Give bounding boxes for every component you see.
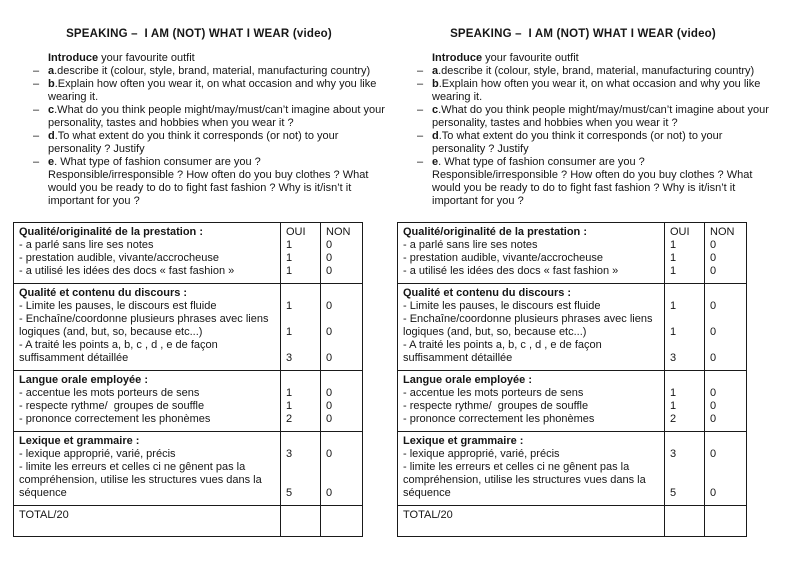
rubric-row bbox=[398, 223, 746, 283]
criteria-line: - prononce correctement les phonèmes bbox=[19, 413, 211, 425]
criteria-line: Langue orale employée : bbox=[19, 374, 148, 386]
item-letter: Introduce bbox=[48, 52, 99, 64]
criteria-line: - accentue les mots porteurs de sens bbox=[19, 387, 200, 399]
non-value: 0 bbox=[326, 487, 333, 499]
non-value: NON bbox=[710, 226, 735, 238]
non-value bbox=[326, 435, 359, 448]
oui-value bbox=[286, 313, 317, 326]
oui-value: 1 bbox=[670, 400, 677, 412]
intro-item-text: e. What type of fashion consumer are you ? Responsible/irresponsible ? How often do you buy clothes ? What would you be ready to do to fight fast fashion ? Why is it/isn’t it important for you ? bbox=[48, 156, 369, 207]
criteria-cell bbox=[14, 432, 281, 505]
list-dash: – bbox=[417, 130, 424, 142]
oui-value: OUI bbox=[286, 226, 306, 238]
criteria-line: suffisamment détaillée bbox=[19, 352, 129, 364]
oui-value: 1 bbox=[286, 265, 293, 277]
intro-item-text: a.describe it (colour, style, brand, material, manufacturing country) bbox=[48, 65, 371, 77]
list-dash: – bbox=[33, 130, 40, 142]
oui-value bbox=[286, 461, 317, 474]
list-dash: – bbox=[33, 78, 40, 90]
list-dash: – bbox=[417, 156, 424, 168]
non-value: 0 bbox=[710, 413, 717, 425]
non-value: 0 bbox=[326, 413, 333, 425]
non-cell bbox=[321, 506, 362, 536]
oui-value: 3 bbox=[670, 352, 677, 364]
intro-item-text: e. What type of fashion consumer are you ? Responsible/irresponsible ? How often do you buy clothes ? What would you be ready to do to fight fast fashion ? Why is it/isn’t it important for you ? bbox=[432, 156, 753, 207]
criteria-line: - A traité les points a, b, c , d , e de façon bbox=[19, 339, 218, 351]
list-dash: – bbox=[417, 78, 424, 90]
criteria-line: - lexique approprié, varié, précis bbox=[403, 448, 560, 460]
oui-cell bbox=[281, 371, 321, 431]
non-value: 0 bbox=[326, 265, 333, 277]
oui-value bbox=[670, 287, 701, 300]
non-cell bbox=[705, 284, 746, 370]
list-dash bbox=[417, 52, 432, 65]
oui-cell bbox=[665, 284, 705, 370]
criteria-cell bbox=[14, 223, 281, 283]
item-letter: d bbox=[432, 130, 439, 142]
oui-value bbox=[670, 461, 701, 474]
oui-value bbox=[286, 474, 317, 487]
oui-value bbox=[670, 474, 701, 487]
rubric-row bbox=[398, 370, 746, 431]
non-value: 0 bbox=[710, 352, 717, 364]
oui-value: 1 bbox=[286, 387, 293, 399]
non-value bbox=[326, 474, 359, 487]
criteria-cell bbox=[14, 284, 281, 370]
non-cell bbox=[705, 506, 746, 536]
intro-item-text: Introduce your favourite outfit bbox=[48, 52, 195, 64]
non-value bbox=[326, 313, 359, 326]
oui-value: 1 bbox=[286, 400, 293, 412]
rubric-row bbox=[14, 223, 362, 283]
criteria-line: compréhension, utilise les structures vues dans la bbox=[19, 474, 262, 486]
criteria-line: - limite les erreurs et celles ci ne gênent pas la bbox=[19, 461, 246, 473]
criteria-line: TOTAL/20 bbox=[403, 509, 453, 521]
rubric-row bbox=[398, 283, 746, 370]
oui-value bbox=[670, 313, 701, 326]
non-value: 0 bbox=[326, 300, 333, 312]
oui-cell bbox=[665, 432, 705, 505]
oui-value: 5 bbox=[286, 487, 293, 499]
total-row bbox=[14, 505, 362, 536]
intro-item bbox=[13, 130, 385, 156]
oui-cell bbox=[281, 432, 321, 505]
criteria-line: - prononce correctement les phonèmes bbox=[403, 413, 595, 425]
criteria-line: - accentue les mots porteurs de sens bbox=[403, 387, 584, 399]
non-value: 0 bbox=[326, 448, 333, 460]
oui-value: OUI bbox=[670, 226, 690, 238]
intro-item bbox=[397, 156, 769, 208]
criteria-line: TOTAL/20 bbox=[19, 509, 69, 521]
list-dash: – bbox=[33, 104, 40, 116]
oui-value: 2 bbox=[286, 413, 293, 425]
criteria-line: logiques (and, but, so, because etc...) bbox=[403, 326, 587, 338]
non-value: 0 bbox=[710, 326, 717, 338]
non-value: 0 bbox=[710, 448, 717, 460]
non-value bbox=[710, 313, 743, 326]
non-value: 0 bbox=[326, 352, 333, 364]
oui-value bbox=[286, 287, 317, 300]
oui-cell bbox=[665, 371, 705, 431]
intro-item bbox=[13, 65, 385, 78]
intro-item bbox=[397, 104, 769, 130]
criteria-line: - respecte rythme/ groupes de souffle bbox=[19, 400, 205, 412]
non-cell bbox=[321, 371, 362, 431]
non-value bbox=[710, 435, 743, 448]
criteria-line: Qualité/originalité de la prestation : bbox=[403, 226, 587, 238]
intro-item bbox=[13, 78, 385, 104]
item-letter: e bbox=[432, 156, 439, 168]
non-value bbox=[326, 509, 359, 522]
worksheet-title: SPEAKING – I AM (NOT) WHAT I WEAR (video) bbox=[66, 28, 332, 40]
oui-value bbox=[286, 509, 317, 522]
criteria-cell bbox=[398, 506, 665, 536]
oui-value bbox=[670, 374, 701, 387]
oui-cell bbox=[281, 506, 321, 536]
list-dash: – bbox=[417, 104, 424, 116]
intro-item-text: d.To what extent do you think it corresponds (or not) to your personality ? Justify bbox=[432, 130, 723, 155]
criteria-cell bbox=[398, 284, 665, 370]
non-value: 0 bbox=[710, 387, 717, 399]
intro-item bbox=[397, 52, 769, 65]
criteria-cell bbox=[14, 506, 281, 536]
list-dash: – bbox=[33, 65, 40, 77]
intro-item bbox=[397, 130, 769, 156]
criteria-line: logiques (and, but, so, because etc...) bbox=[19, 326, 203, 338]
item-letter: b bbox=[432, 78, 439, 90]
criteria-line: Qualité/originalité de la prestation : bbox=[19, 226, 203, 238]
oui-value: 1 bbox=[670, 387, 677, 399]
oui-cell bbox=[665, 223, 705, 283]
non-value bbox=[710, 509, 743, 522]
oui-value: 1 bbox=[670, 252, 677, 264]
criteria-line: Qualité et contenu du discours : bbox=[19, 287, 188, 299]
item-letter: b bbox=[48, 78, 55, 90]
criteria-line: Langue orale employée : bbox=[403, 374, 532, 386]
intro-item-text: a.describe it (colour, style, brand, material, manufacturing country) bbox=[432, 65, 755, 77]
non-value: 0 bbox=[710, 487, 717, 499]
oui-value: 1 bbox=[286, 326, 293, 338]
intro-item bbox=[13, 156, 385, 208]
non-value: 0 bbox=[710, 400, 717, 412]
rubric-row bbox=[14, 431, 362, 505]
total-row bbox=[398, 505, 746, 536]
non-value bbox=[710, 374, 743, 387]
oui-value bbox=[670, 339, 701, 352]
criteria-line: séquence bbox=[19, 487, 67, 499]
criteria-cell bbox=[398, 432, 665, 505]
criteria-line: - A traité les points a, b, c , d , e de façon bbox=[403, 339, 602, 351]
sheet-column bbox=[397, 27, 781, 537]
list-dash: – bbox=[417, 65, 424, 77]
non-value: 0 bbox=[326, 400, 333, 412]
intro-item-text: c.What do you think people might/may/must/can’t imagine about your personality, tastes and hobbies when you wear it ? bbox=[432, 104, 769, 129]
oui-value: 1 bbox=[670, 300, 677, 312]
criteria-line: - a parlé sans lire ses notes bbox=[19, 239, 154, 251]
rubric-row bbox=[14, 370, 362, 431]
intro-item-text: d.To what extent do you think it corresponds (or not) to your personality ? Justify bbox=[48, 130, 339, 155]
criteria-line: Lexique et grammaire : bbox=[403, 435, 524, 447]
non-value: 0 bbox=[710, 252, 717, 264]
non-value bbox=[326, 461, 359, 474]
oui-value: 3 bbox=[670, 448, 677, 460]
non-value bbox=[326, 287, 359, 300]
oui-value: 1 bbox=[286, 252, 293, 264]
non-cell bbox=[321, 284, 362, 370]
item-letter: a bbox=[432, 65, 439, 77]
criteria-line: - Enchaîne/coordonne plusieurs phrases avec liens bbox=[19, 313, 269, 325]
non-cell bbox=[321, 432, 362, 505]
criteria-cell bbox=[14, 371, 281, 431]
criteria-cell bbox=[398, 223, 665, 283]
rubric-table bbox=[397, 222, 747, 537]
sheet-column bbox=[13, 27, 397, 537]
non-cell bbox=[321, 223, 362, 283]
non-cell bbox=[705, 371, 746, 431]
non-value: 0 bbox=[326, 326, 333, 338]
criteria-line: - Enchaîne/coordonne plusieurs phrases avec liens bbox=[403, 313, 653, 325]
criteria-line: - a utilisé les idées des docs « fast fashion » bbox=[19, 265, 235, 277]
non-value bbox=[710, 339, 743, 352]
oui-value bbox=[286, 374, 317, 387]
worksheet-title: SPEAKING – I AM (NOT) WHAT I WEAR (video) bbox=[450, 28, 716, 40]
criteria-line: Qualité et contenu du discours : bbox=[403, 287, 572, 299]
intro-item-text: b.Explain how often you wear it, on what occasion and why you like wearing it. bbox=[432, 78, 761, 103]
criteria-line: - Limite les pauses, le discours est fluide bbox=[19, 300, 217, 312]
intro-item-text: Introduce your favourite outfit bbox=[432, 52, 579, 64]
criteria-line: - prestation audible, vivante/accrocheuse bbox=[19, 252, 219, 264]
criteria-line: - a parlé sans lire ses notes bbox=[403, 239, 538, 251]
oui-value: 1 bbox=[286, 300, 293, 312]
intro-item bbox=[397, 78, 769, 104]
non-cell bbox=[705, 223, 746, 283]
rubric-table bbox=[13, 222, 363, 537]
oui-value bbox=[286, 435, 317, 448]
non-value: 0 bbox=[326, 239, 333, 251]
criteria-line: suffisamment détaillée bbox=[403, 352, 513, 364]
intro-item-text: c.What do you think people might/may/must/can’t imagine about your personality, tastes and hobbies when you wear it ? bbox=[48, 104, 385, 129]
non-value: 0 bbox=[710, 265, 717, 277]
oui-value: 1 bbox=[286, 239, 293, 251]
non-value bbox=[710, 474, 743, 487]
criteria-line: séquence bbox=[403, 487, 451, 499]
non-cell bbox=[705, 432, 746, 505]
item-letter: c bbox=[48, 104, 55, 116]
oui-value: 3 bbox=[286, 352, 293, 364]
oui-value: 1 bbox=[670, 265, 677, 277]
criteria-line: - prestation audible, vivante/accrocheuse bbox=[403, 252, 603, 264]
criteria-line: - a utilisé les idées des docs « fast fashion » bbox=[403, 265, 619, 277]
criteria-cell bbox=[398, 371, 665, 431]
non-value: 0 bbox=[710, 300, 717, 312]
non-value bbox=[326, 339, 359, 352]
intro-list bbox=[13, 52, 385, 208]
rubric-row bbox=[398, 431, 746, 505]
oui-value: 5 bbox=[670, 487, 677, 499]
non-value: 0 bbox=[326, 252, 333, 264]
oui-value bbox=[670, 435, 701, 448]
item-letter: Introduce bbox=[432, 52, 483, 64]
criteria-line: - Limite les pauses, le discours est fluide bbox=[403, 300, 601, 312]
oui-cell bbox=[281, 284, 321, 370]
intro-item-text: b.Explain how often you wear it, on what occasion and why you like wearing it. bbox=[48, 78, 377, 103]
criteria-line: - respecte rythme/ groupes de souffle bbox=[403, 400, 589, 412]
intro-item bbox=[13, 52, 385, 65]
oui-value: 1 bbox=[670, 239, 677, 251]
oui-value: 1 bbox=[670, 326, 677, 338]
list-dash: – bbox=[33, 156, 40, 168]
rubric-row bbox=[14, 283, 362, 370]
oui-cell bbox=[281, 223, 321, 283]
non-value bbox=[326, 374, 359, 387]
oui-value: 2 bbox=[670, 413, 677, 425]
item-letter: e bbox=[48, 156, 55, 168]
criteria-line: - lexique approprié, varié, précis bbox=[19, 448, 176, 460]
intro-item bbox=[397, 65, 769, 78]
list-dash bbox=[33, 52, 48, 65]
non-value bbox=[710, 461, 743, 474]
item-letter: d bbox=[48, 130, 55, 142]
item-letter: a bbox=[48, 65, 55, 77]
criteria-line: compréhension, utilise les structures vues dans la bbox=[403, 474, 646, 486]
oui-value: 3 bbox=[286, 448, 293, 460]
item-letter: c bbox=[432, 104, 439, 116]
intro-item bbox=[13, 104, 385, 130]
non-value: 0 bbox=[326, 387, 333, 399]
non-value: NON bbox=[326, 226, 351, 238]
oui-value bbox=[286, 339, 317, 352]
non-value bbox=[710, 287, 743, 300]
criteria-line: - limite les erreurs et celles ci ne gênent pas la bbox=[403, 461, 630, 473]
oui-cell bbox=[665, 506, 705, 536]
oui-value bbox=[670, 509, 701, 522]
non-value: 0 bbox=[710, 239, 717, 251]
criteria-line: Lexique et grammaire : bbox=[19, 435, 140, 447]
intro-list bbox=[397, 52, 769, 208]
